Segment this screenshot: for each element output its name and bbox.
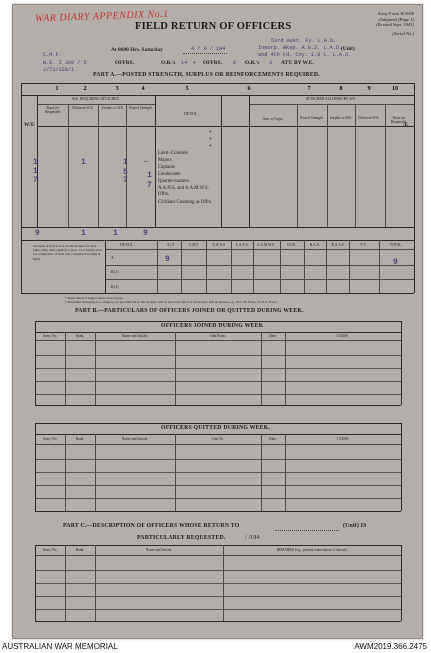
offrs-label-1: OFFRS. (115, 60, 135, 66)
subheader-surplus-left: Surplus to W.E. (101, 106, 125, 110)
analysis-vline (304, 240, 305, 293)
footer-institution: AUSTRALIAN WAR MEMORIAL (2, 642, 118, 651)
joined-vline (95, 332, 96, 405)
col-number-10: 10 (391, 85, 399, 92)
rank-list (158, 150, 220, 206)
part-a-vline (385, 104, 386, 227)
analysis-vline (105, 240, 106, 293)
we-ref-right: /E (403, 122, 409, 128)
analysis-row-rule (105, 279, 414, 280)
quitted-title-rule (35, 434, 401, 435)
analysis-header-cmf: C.M.F. (189, 243, 199, 247)
joined-vline (35, 321, 36, 405)
we-header-rule (37, 104, 155, 105)
part-c-row-line (35, 596, 401, 597)
page-title: FIELD RETURN OF OFFICERS (135, 21, 292, 32)
analysis-vline (414, 227, 415, 293)
joined-header-rule (35, 340, 401, 341)
part-c-row-line (35, 609, 401, 610)
attached-header-rule (249, 104, 414, 105)
part-c-unit-blank (275, 530, 339, 531)
joined-row-line (35, 368, 401, 369)
quitted-vline (95, 434, 96, 511)
analysis-header-aans: A.A.N.S. (235, 243, 249, 247)
quitted-vline (401, 423, 402, 511)
rank-nursing-offrs: A.A.N.S. and A.A.M.W.S. Offrs. (158, 186, 209, 197)
asterisk-marker: * (209, 130, 212, 136)
col-number-7: 7 (307, 85, 311, 92)
entry-col4-lieutenants: 7 (147, 181, 152, 190)
analysis-vline (206, 240, 207, 293)
analysis-vline (21, 227, 22, 293)
analysis-header-detail: DETAIL. (120, 243, 134, 247)
quitted-row-line (35, 459, 401, 460)
joined-header-rank: Rank. (75, 334, 85, 338)
totals-bottom-rule (21, 240, 414, 241)
analysis-vline (231, 240, 232, 293)
part-c-vline (401, 545, 402, 621)
offrs-label-2: OFFRS. (203, 60, 223, 66)
part-c-vline (223, 545, 224, 621)
joined-header-unit-from: Unit From. (210, 334, 226, 338)
quitted-vline (261, 434, 262, 511)
analysis-bottom-rule (21, 293, 414, 294)
reference-typed: 2/T1/128/1 (43, 67, 75, 73)
joined-header-date: Date. (269, 334, 277, 338)
col-number-rule (21, 95, 414, 96)
part-c-row-line (35, 583, 401, 584)
footnote-2: † Personnel belonging to a category not provided for in the analysis will be shown in this Col. Particulars will be shown, e.g., 20 C.M. Force; 15 N.Z. Force. (65, 300, 278, 304)
attached-workshop-line: Ineorp. Wksp. A.G.2. L.A.D. (258, 45, 343, 51)
analysis-header-rule (105, 249, 414, 250)
rank-captains: Captains (158, 165, 175, 170)
rank-lieutenants: Lieutenants (158, 172, 181, 177)
quitted-bottom-rule (35, 511, 401, 512)
analysis-header-ran: R.A.N. (309, 243, 321, 247)
analysis-vline (253, 240, 254, 293)
part-a-top-rule (21, 83, 414, 84)
form-number: Army Form W.3008 (377, 11, 414, 16)
part-c-particularly-requested: PARTICULARLY REQUESTED. (137, 535, 226, 541)
analysis-row-a: A. (111, 256, 115, 260)
or-value-2: 3 (269, 60, 273, 66)
part-a-vline (21, 83, 22, 227)
totals-top-rule (21, 227, 414, 228)
analysis-header-aamws: A.A.M.W.S. (257, 243, 275, 247)
total-col3: 1 (113, 229, 118, 238)
col-number-9: 9 (367, 85, 371, 92)
quitted-header-unit-to: Unit To. (212, 437, 224, 441)
entry-col1-lieutenants: 7 (33, 176, 38, 185)
quitted-title: OFFICERS QUITTED DURING WEEK. (161, 425, 271, 431)
quitted-top-rule (35, 423, 401, 424)
part-a-vline (355, 104, 356, 227)
part-c-date-blank: / /194 (245, 535, 260, 541)
entry-col1-captains: 1 (33, 167, 38, 176)
form-adapted: (Adapted) (Page 1) (378, 16, 414, 22)
part-c-header-army-no: Army No. (42, 548, 58, 552)
quitted-header-cause: CAUSE. (336, 437, 350, 441)
detail-header: DETAIL. (184, 112, 198, 116)
quitted-header-name: Name and Initials. (121, 437, 149, 441)
serial-number-label: (Serial No.) (392, 30, 414, 36)
date-typed: 4 / 9 / 194 (191, 46, 226, 52)
total-col2: 1 (81, 229, 86, 238)
analysis-header-total: TOTAL. (389, 243, 403, 247)
analysis-row-b1: B.(1) (111, 270, 119, 274)
analysis-header-raaf: R.A.A.F. (331, 243, 345, 247)
footer-accession-number: AWM2019.366.2475 (354, 642, 427, 651)
part-c-vline (65, 545, 66, 621)
rank-majors: Majors (158, 158, 172, 163)
rank-quarter-masters: Quarter-masters (158, 179, 189, 184)
offrs-value-2: 0 (233, 60, 237, 66)
joined-vline (261, 332, 262, 405)
quitted-vline (65, 434, 66, 511)
total-col1: 9 (35, 229, 40, 238)
subheader-arm-corps: Arm or Corps. (262, 117, 284, 121)
entry-col2-majors: 1 (81, 158, 86, 167)
cmf-typed: C.M.F. (43, 52, 62, 58)
joined-title: OFFICERS JOINED DURING WEEK (161, 323, 264, 329)
quitted-vline (175, 434, 176, 511)
quitted-header-army-no: Army No. (42, 437, 58, 441)
workshop-line: and 4th Fd. Coy. 1.9 C. L.A.D. (258, 52, 352, 58)
part-a-header-rule (37, 126, 414, 127)
part-a-vline (327, 104, 328, 227)
joined-row-line (35, 381, 401, 382)
col-number-1: 1 (55, 85, 59, 92)
analysis-header-awas: A.W.A.S. (212, 243, 226, 247)
part-a-vline (297, 104, 298, 227)
subheader-basis-left: Basis for Requested. (45, 106, 61, 115)
total-col4: 9 (143, 229, 148, 238)
we-reference: W.E. I 360 / 5 (43, 60, 87, 66)
part-a-vline (249, 95, 250, 227)
joined-header-cause: CAUSE. (336, 334, 350, 338)
unit-label: (Unit) (341, 46, 355, 52)
date-underline (183, 53, 227, 54)
part-c-top-rule (35, 545, 401, 546)
joined-bottom-rule (35, 405, 401, 406)
document-page (12, 4, 423, 639)
part-c-unit-is: (Unit) IS (343, 523, 367, 529)
asterisk-marker: * (209, 144, 212, 150)
joined-row-line (35, 355, 401, 356)
rank-lieut-colonels: Lieut.-Colonels (158, 151, 188, 156)
joined-vline (401, 321, 402, 405)
analysis-header-civil: CIVIL. (286, 243, 298, 247)
part-b-top-rule (35, 321, 401, 322)
analysis-row-rule (105, 265, 414, 266)
entry-col3-majors: 1 (123, 158, 128, 167)
part-c-vline (35, 545, 36, 621)
part-a-vline (221, 95, 222, 227)
quitted-header-rule (35, 444, 401, 445)
attached-by-we-label: ATT. BY W.E. (281, 60, 314, 66)
part-c-header-rule (35, 555, 401, 556)
entry-col3-lieutenants: 7 (123, 176, 128, 185)
col-number-8: 8 (339, 85, 343, 92)
col-number-3: 3 (115, 85, 119, 92)
quitted-vline (35, 423, 36, 511)
subheader-surplus-right: Surplus to W.E. (329, 116, 353, 120)
footnote-1: * Insert detail of higher ranks as necessary. (65, 296, 124, 300)
joined-vline (175, 332, 176, 405)
entry-col3-captains: 5 (123, 168, 128, 177)
analysis-note: Analysis of Part A is to be shown here for ALL units. Only units entitled to para. 14 of Instructions for completion of form will complete Part E(ii) & E(iii). (33, 244, 103, 261)
quitted-row-line (35, 485, 401, 486)
joined-title-rule (35, 332, 401, 333)
analysis-vline (280, 240, 281, 293)
subheader-basis-right: Basis for Requested. (391, 116, 407, 125)
or-label-1: O.R.'s (161, 60, 176, 66)
quitted-header-date: Date. (269, 437, 277, 441)
we-requiring-header: W.E. REQUIRING ATTACHED. (72, 97, 120, 101)
joined-row-line (35, 394, 401, 395)
joined-header-name: Name and Initials. (121, 334, 149, 338)
entry-col4-captains: 1 (147, 171, 152, 180)
subheader-posted-left: Posted Strength. (129, 106, 153, 110)
entry-col4-dash: — (144, 158, 148, 165)
quitted-row-line (35, 498, 401, 499)
unit-typed: 53rd Aust. Fy. L.A.D. (271, 38, 337, 44)
part-a-vline (414, 83, 415, 227)
at-hours-line: At 0600 Hrs. Saturday (111, 47, 163, 53)
part-a-vline (155, 95, 156, 227)
rank-civilians: Civilians Counting as Offrs. (158, 200, 213, 205)
analysis-vline (181, 240, 182, 293)
part-c-row-line (35, 570, 401, 571)
joined-vline (65, 332, 66, 405)
or-value-1: 14 (181, 60, 188, 66)
subheader-deficient-left: Deficient W.E. (72, 106, 94, 110)
subheader-deficient-right: Deficient W.E. (358, 116, 380, 120)
analysis-header-aif: A.I.F. (166, 243, 176, 247)
part-b-title: PART B.—PARTICULARS OF OFFICERS JOINED OR QUITTED DURING WEEK. (75, 308, 304, 314)
subheader-posted-right: Posted Strength. (300, 116, 324, 120)
entry-col1-majors: 1 (33, 158, 38, 167)
part-a-vline (98, 104, 99, 227)
analysis-row-b2: B.(2) (111, 285, 119, 289)
attached-allowed-header: ATTACHED ALLOWED BY W.E. (305, 97, 357, 101)
part-c-vline (95, 545, 96, 621)
col-number-6: 6 (247, 85, 251, 92)
part-c-header-name: Name and Initials. (145, 548, 173, 552)
form-identifier (324, 11, 414, 36)
part-c-bottom-rule (35, 621, 401, 622)
we-ref-left: W/E (24, 122, 35, 128)
col-number-2: 2 (83, 85, 87, 92)
part-a-vline (68, 104, 69, 227)
quitted-vline (285, 434, 286, 511)
analysis-header-vt: V.T. (360, 243, 366, 247)
part-c-title: PART C.—DESCRIPTION OF OFFICERS WHOSE RETURN TO (63, 523, 240, 529)
joined-header-army-no: Army No. (42, 334, 58, 338)
plus-sign: + (193, 60, 197, 66)
handwritten-annotation: WAR DIARY APPENDIX No.1 (34, 8, 169, 25)
part-c-header-rank: Rank. (75, 548, 85, 552)
analysis-vline (157, 240, 158, 293)
or-label-2: O.R.'s (245, 60, 260, 66)
asterisk-marker: * (209, 137, 212, 143)
analysis-vline (349, 240, 350, 293)
form-revised: (Revised Sept. 1943) (376, 22, 414, 28)
analysis-total-a-value: 9 (393, 258, 398, 267)
quitted-row-line (35, 472, 401, 473)
part-c-header-remarks: REMARKS (e.g., present whereabouts if known) (276, 548, 348, 552)
analysis-vline (326, 240, 327, 293)
quitted-header-rank: Rank. (75, 437, 85, 441)
analysis-aif-a-value: 9 (165, 255, 170, 264)
col-number-5: 5 (185, 85, 189, 92)
part-a-title: PART A.—POSTED STRENGTH, SURPLUS OR REINFORCEMENTS REQUIRED. (93, 72, 320, 78)
joined-vline (285, 332, 286, 405)
col-number-4: 4 (141, 85, 145, 92)
analysis-vline (379, 240, 380, 293)
